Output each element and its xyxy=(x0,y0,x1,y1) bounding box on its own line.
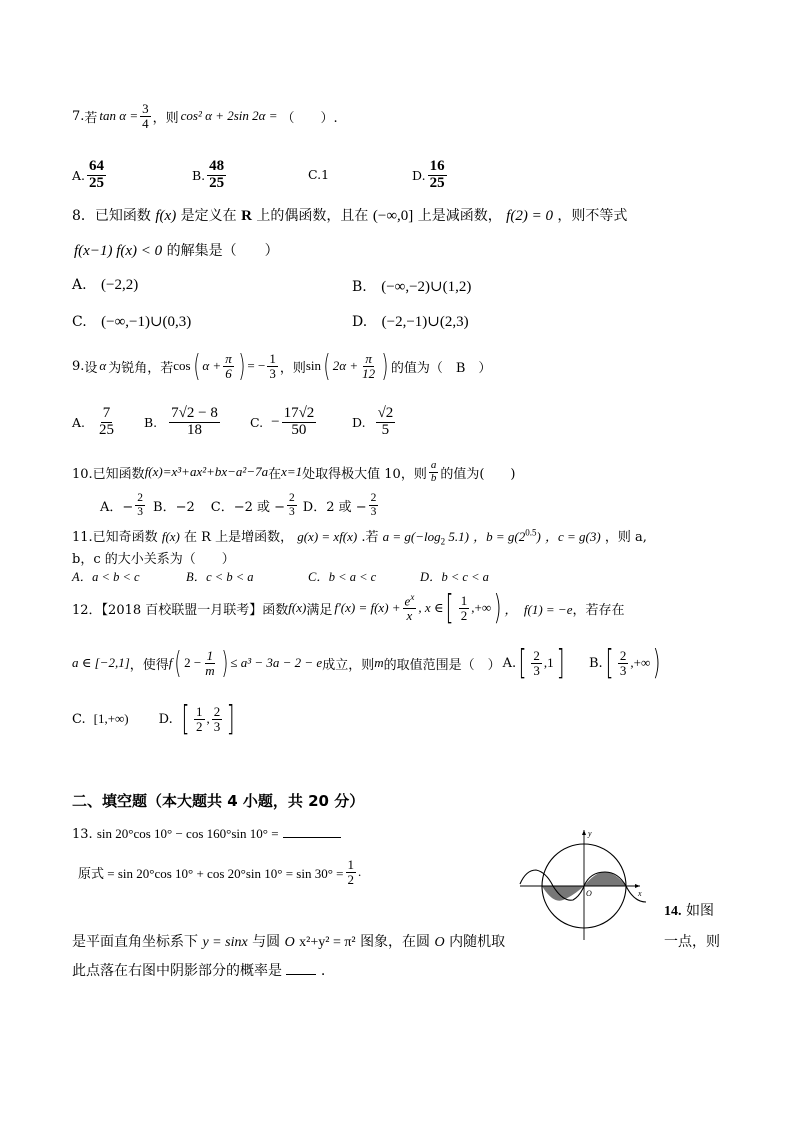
q8-end1: ，则不等式 xyxy=(557,208,628,224)
q12-two: 2 − xyxy=(184,655,202,670)
q8-opt-d xyxy=(352,312,469,331)
q12-xd: x xyxy=(406,608,413,624)
q12-inf: ,+∞ xyxy=(471,600,492,615)
q11-gx: g(x) = xf(x) xyxy=(297,529,358,544)
q8-R: R xyxy=(241,208,252,224)
q9-inner2: 2α + xyxy=(332,358,359,373)
q11-t3: .若 xyxy=(361,530,379,545)
q9-options xyxy=(72,400,432,444)
q9-opt-a-num: 7 xyxy=(102,404,111,421)
q9-opt-d-num: √2 xyxy=(377,404,394,421)
q9-opt-b-label: B. xyxy=(144,414,158,430)
q12-m: m xyxy=(374,655,384,670)
q13-line xyxy=(72,826,341,842)
q9-opt-b-den: 18 xyxy=(187,421,203,438)
q10-opt-d: D．2 或 − xyxy=(302,499,367,515)
q12-opt-d-bracket-open: [ xyxy=(181,699,190,739)
q8-opt-c-label: C. xyxy=(72,314,87,330)
q10-opt-d-den: 3 xyxy=(370,505,377,518)
q7-opt-b-den: 25 xyxy=(209,174,225,191)
q9-t3: ，则 xyxy=(279,360,306,376)
q8-line1 xyxy=(72,205,627,225)
q14-line2c: 图象，在圆 xyxy=(360,934,431,950)
q11-a: a = g(−log xyxy=(382,529,441,544)
q9-opt-a xyxy=(72,400,118,444)
q12-m-num: 1 xyxy=(206,647,214,663)
q7-opt-a-num: 64 xyxy=(89,157,105,174)
q10-t1: 10.已知函数 xyxy=(72,466,145,482)
q12-line3 xyxy=(72,696,238,742)
q8-opt-d-val: (−2,−1)∪(2,3) xyxy=(381,314,469,330)
q10-t4: 的值为( ) xyxy=(440,466,516,482)
q12-opt-d-den2: 3 xyxy=(213,718,221,734)
q9-opt-c-num: 17√2 xyxy=(283,404,315,421)
q7-opt-d xyxy=(412,154,449,196)
q12-ex-over-x xyxy=(403,593,417,623)
q10-opt-c-den: 3 xyxy=(289,505,295,518)
q9-alpha: α xyxy=(99,358,107,373)
q8-opt-b-label: B. xyxy=(352,279,367,295)
x-axis-arrow xyxy=(635,884,640,888)
q12-opt-a-bracket-close: ] xyxy=(556,643,565,683)
q14-line2 xyxy=(72,931,505,951)
q14-y-sinx: y = sinx xyxy=(202,935,248,950)
q9-t4: 的值为（ B ） xyxy=(390,360,492,376)
q9-opt-d-frac xyxy=(376,406,396,439)
q8-prefix: 8．已知函数 xyxy=(72,208,151,224)
q12-paren-close-2: ) xyxy=(220,645,228,681)
q11-c: ，c = g(3) xyxy=(544,529,601,544)
q8-opt-c xyxy=(72,312,191,331)
q9-eq: = − xyxy=(247,358,266,373)
q9-stem xyxy=(72,344,491,388)
q14-line3 xyxy=(72,960,325,980)
q8-opt-c-val: (−∞,−1)∪(0,3) xyxy=(101,314,192,330)
q11-fx: f(x) xyxy=(161,529,180,544)
q14-line2b: 与圆 xyxy=(252,934,281,950)
q7-opt-a xyxy=(72,154,108,196)
q11-line1 xyxy=(72,526,647,547)
q11-t2: 在 R 上是增函数， xyxy=(184,530,294,545)
q9-opt-d-den: 5 xyxy=(381,421,390,438)
q13-answer-frac xyxy=(346,858,357,886)
q12-opt-a-frac xyxy=(531,649,542,677)
q10-opt-a-den: 3 xyxy=(137,505,144,518)
q7-opt-a-den: 25 xyxy=(89,174,105,191)
q12-opt-b: B. xyxy=(588,655,603,671)
q9-pi-num-2: π xyxy=(365,350,372,366)
q9-opt-c-sign: − xyxy=(271,413,280,430)
q10-t2: 在 xyxy=(268,466,282,482)
q12-t6: 的取值范围是（ ） xyxy=(383,657,501,673)
q10-opt-b: B．−2 xyxy=(153,499,195,515)
q7-paren: （ ）. xyxy=(281,110,338,126)
q12-ineq: ≤ a³ − 3a − 2 − e xyxy=(230,655,323,670)
q8-opt-b-val: (−∞,−2)∪(1,2) xyxy=(381,279,472,295)
q7-stem xyxy=(72,96,338,136)
q7-opt-b xyxy=(192,154,228,196)
q12-opt-d-comma: , xyxy=(206,711,210,726)
q8-line2 xyxy=(74,240,279,260)
q9-opt-d-label: D. xyxy=(352,414,366,430)
q14-end: . xyxy=(320,963,326,979)
q12-opt-b-paren-close: ) xyxy=(652,643,661,683)
q10-opt-c: C．−2 或 − xyxy=(210,499,286,515)
q9-paren-open-2: ( xyxy=(323,348,331,384)
q13-answer xyxy=(78,852,361,892)
q11-opt-c: C．b < a < c xyxy=(307,570,377,584)
q14-tail1 xyxy=(664,900,714,920)
q14-tail2: 一点，则 xyxy=(664,934,720,950)
q8-ineq: f(x−1) f(x) < 0 xyxy=(74,243,163,259)
q13-ans-num: 1 xyxy=(347,856,354,872)
q12-half-num: 1 xyxy=(460,592,468,608)
q9-twelve-den: 12 xyxy=(362,365,376,381)
q10-opt-a: A．− xyxy=(100,499,134,515)
q10-opt-a-num: 2 xyxy=(137,492,144,505)
q8-opt-b xyxy=(352,277,471,296)
q9-opt-a-den: 25 xyxy=(99,421,115,438)
q12-opt-c-val: [1,+∞) xyxy=(93,711,129,726)
q12-t3: ，若存在 xyxy=(572,602,625,618)
q12-t4: ，使得 xyxy=(129,657,169,673)
q9-cos: cos xyxy=(173,358,191,373)
q10-x1: x=1 xyxy=(281,464,303,479)
q9-one-third xyxy=(267,352,278,380)
q9-opt-c xyxy=(250,400,318,444)
q12-opt-a-num: 2 xyxy=(533,647,540,663)
q9-sin: sin xyxy=(305,358,322,373)
q8-interval: (−∞,0] xyxy=(372,208,414,224)
q9-opt-a-label: A. xyxy=(72,414,86,430)
q12-opt-b-frac xyxy=(618,649,629,677)
q12-opt-a-rest: ,1 xyxy=(543,655,554,670)
q12-t1: 12．【2018 百校联盟一月联考】函数 xyxy=(72,602,289,618)
q14-figure xyxy=(518,826,648,942)
q12-paren-open-2: ( xyxy=(174,645,182,681)
q7-if: 若 xyxy=(84,110,98,126)
q10-fx: f(x)=x³+ax²+bx−a²−7a xyxy=(144,464,269,479)
q9-opt-a-frac xyxy=(97,406,116,439)
q12-line1 xyxy=(72,585,624,631)
q12-opt-b-rest: ,+∞ xyxy=(630,655,651,670)
q11-t4: ，则 a, xyxy=(604,530,647,545)
q14-tail1-text: 如图 xyxy=(685,903,714,919)
q10-t3: 处取得极大值 10，则 xyxy=(302,466,427,482)
q7-then: ，则 xyxy=(152,110,179,126)
q9-opt-b-num: 7√2 − 8 xyxy=(171,404,218,421)
q9-paren-open-1: ( xyxy=(192,348,200,384)
q9-opt-c-den: 50 xyxy=(291,421,307,438)
q10-opt-d-num: 2 xyxy=(370,492,377,505)
q9-opt-c-label: C. xyxy=(250,414,264,430)
q9-inner1: α + xyxy=(202,358,222,373)
q7-opt-d-label: D. xyxy=(412,167,426,183)
q10-opt-d-frac xyxy=(369,492,379,517)
q8-opt-a xyxy=(72,277,138,294)
q9-opt-c-frac xyxy=(282,406,317,439)
q9-pi-twelve xyxy=(360,352,377,380)
q12-f1: ， f(1) = −e xyxy=(504,601,573,617)
q12-m-den: m xyxy=(205,662,215,678)
q7-opt-d-frac xyxy=(428,159,447,192)
q11-t1: 11.已知奇函数 xyxy=(72,530,158,545)
q8-f2: f(2) = 0 xyxy=(506,208,553,224)
q8-mid3: 上是减函数， xyxy=(417,208,502,224)
q14-number: 14. xyxy=(664,904,682,919)
q12-fp: f′(x) = f(x) + xyxy=(334,600,401,615)
q10-a: a xyxy=(430,458,437,471)
q12-opt-b-num: 2 xyxy=(619,647,627,663)
q7-frac-den: 4 xyxy=(142,115,149,131)
fig-x-label: x xyxy=(638,889,642,898)
q13-answer-text: 原式 = sin 20°cos 10° + cos 20°sin 10° = sin 30° = xyxy=(78,865,344,881)
q11-sub2: 2 xyxy=(440,536,446,547)
q12-a-in: a ∈ [−2,1] xyxy=(72,655,130,670)
q12-opt-d: D. xyxy=(158,711,173,727)
q14-O-2: O xyxy=(434,935,445,950)
q12-opt-d-num1: 1 xyxy=(196,703,203,719)
q12-xin: , x ∈ xyxy=(418,600,444,615)
q12-opt-d-frac1 xyxy=(194,705,205,733)
q7-tan: tan α = xyxy=(99,108,139,123)
q8-opt-a-val: (−2,2) xyxy=(101,277,139,293)
q13-number: 13. xyxy=(72,827,93,842)
fig-y-label: y xyxy=(588,829,592,838)
section2-title: 二、填空题（本大题共 4 小题，共 20 分） xyxy=(72,792,365,810)
q8-opt-d-label: D. xyxy=(352,314,368,330)
q13-dot: . xyxy=(358,864,362,879)
q8-fx: f(x) xyxy=(155,208,177,224)
q14-blank xyxy=(286,974,316,975)
q11-b2: ) xyxy=(536,529,541,544)
q7-opt-d-num: 16 xyxy=(429,157,445,174)
q7-opt-b-num: 48 xyxy=(209,157,225,174)
q12-half-den: 2 xyxy=(460,607,468,623)
q9-pi-num: π xyxy=(225,350,232,366)
q12-ex: e xyxy=(404,593,411,609)
q11-opt-b: B．c < b < a xyxy=(185,570,254,584)
q8-opt-a-label: A. xyxy=(72,277,87,293)
q12-opt-d-frac2 xyxy=(212,705,223,733)
q9-paren-close-2: ) xyxy=(381,348,389,384)
q14-line2a: 是平面直角坐标系下 xyxy=(72,934,198,950)
q10-b: b xyxy=(430,471,437,484)
q11-opt-d: D．b < c < a xyxy=(419,570,489,584)
q10-opt-c-num: 2 xyxy=(289,492,295,505)
q9-opt-b-frac xyxy=(169,406,220,439)
q10-a-over-b xyxy=(429,460,439,484)
q7-opt-d-den: 25 xyxy=(429,174,445,191)
q7-opt-b-label: B. xyxy=(192,167,206,183)
q9-paren-close-1: ) xyxy=(238,348,246,384)
q12-t2: 满足 xyxy=(306,602,333,618)
q9-one: 1 xyxy=(269,350,276,366)
q11-opt-a: A．a < b < c xyxy=(72,570,140,584)
q12-opt-d-bracket-close: ] xyxy=(226,699,235,739)
q12-opt-a-bracket-open: [ xyxy=(518,643,527,683)
q8-mid1: 是定义在 xyxy=(180,208,237,224)
q8-end2: 的解集是（ ） xyxy=(166,243,279,259)
q12-one-over-m xyxy=(203,649,216,677)
q14-line2d: 内随机取 xyxy=(449,934,506,950)
q12-opt-b-bracket-open: [ xyxy=(605,643,614,683)
q9-opt-b xyxy=(144,400,222,444)
q7-frac-num: 3 xyxy=(142,100,149,116)
q12-paren-close: ) xyxy=(493,588,502,628)
q7-opt-c: C.1 xyxy=(308,167,330,182)
q9-opt-d xyxy=(352,400,397,444)
q12-half xyxy=(459,594,470,622)
y-axis-arrow xyxy=(582,830,586,835)
q7-options xyxy=(72,154,492,196)
q7-opt-b-frac xyxy=(207,159,226,192)
q12-opt-c: C. xyxy=(72,711,86,727)
q9-number: 9. xyxy=(72,358,85,374)
q11-a2: 5.1) xyxy=(445,529,469,544)
q7-opt-a-label: A. xyxy=(72,167,86,183)
q11-line2: b，c 的大小关系为（ ） xyxy=(72,552,235,567)
q12-opt-a-den: 3 xyxy=(533,662,540,678)
q9-six-den: 6 xyxy=(225,365,232,381)
q10-opt-a-frac xyxy=(135,492,145,517)
q11-sup: 0.5 xyxy=(525,527,537,538)
q10-options xyxy=(100,488,380,522)
q9-t1: 设 xyxy=(84,360,98,376)
q7-number: 7. xyxy=(72,108,85,124)
q12-opt-b-den: 3 xyxy=(619,662,627,678)
q7-expr: cos² α + 2sin 2α = xyxy=(180,108,278,123)
q12-f: f xyxy=(168,655,173,670)
q11-b: ，b = g(2 xyxy=(473,529,526,544)
q7-fraction xyxy=(140,102,151,130)
q14-circle-eq: x²+y² = π² xyxy=(299,935,356,950)
q7-opt-a-frac xyxy=(87,159,106,192)
q12-opt-d-den1: 2 xyxy=(196,718,203,734)
q12-opt-a: A. xyxy=(502,655,517,671)
q12-bracket-open: [ xyxy=(446,588,455,628)
q13-blank xyxy=(283,837,341,838)
q9-three: 3 xyxy=(269,365,276,381)
q9-pi-six xyxy=(223,352,234,380)
fig-o-label: O xyxy=(586,889,592,898)
q12-line2 xyxy=(72,640,664,686)
q12-opt-d-num2: 2 xyxy=(213,703,221,719)
q10-stem xyxy=(72,456,516,488)
q14-line3-text: 此点落在右图中阴影部分的概率是 xyxy=(72,963,282,979)
q10-opt-c-frac xyxy=(287,492,297,517)
q14-O: O xyxy=(284,935,295,950)
q12-fx: f(x) xyxy=(288,600,307,615)
q13-ans-den: 2 xyxy=(347,871,354,887)
q9-t2: 为锐角，若 xyxy=(108,360,174,376)
q12-exsup: x xyxy=(410,592,415,603)
q13-expr: sin 20°cos 10° − cos 160°sin 10° = xyxy=(96,826,279,841)
q8-mid2: 上的偶函数，且在 xyxy=(256,208,369,224)
q12-t5: 成立，则 xyxy=(322,657,375,673)
q11-options xyxy=(72,567,489,585)
